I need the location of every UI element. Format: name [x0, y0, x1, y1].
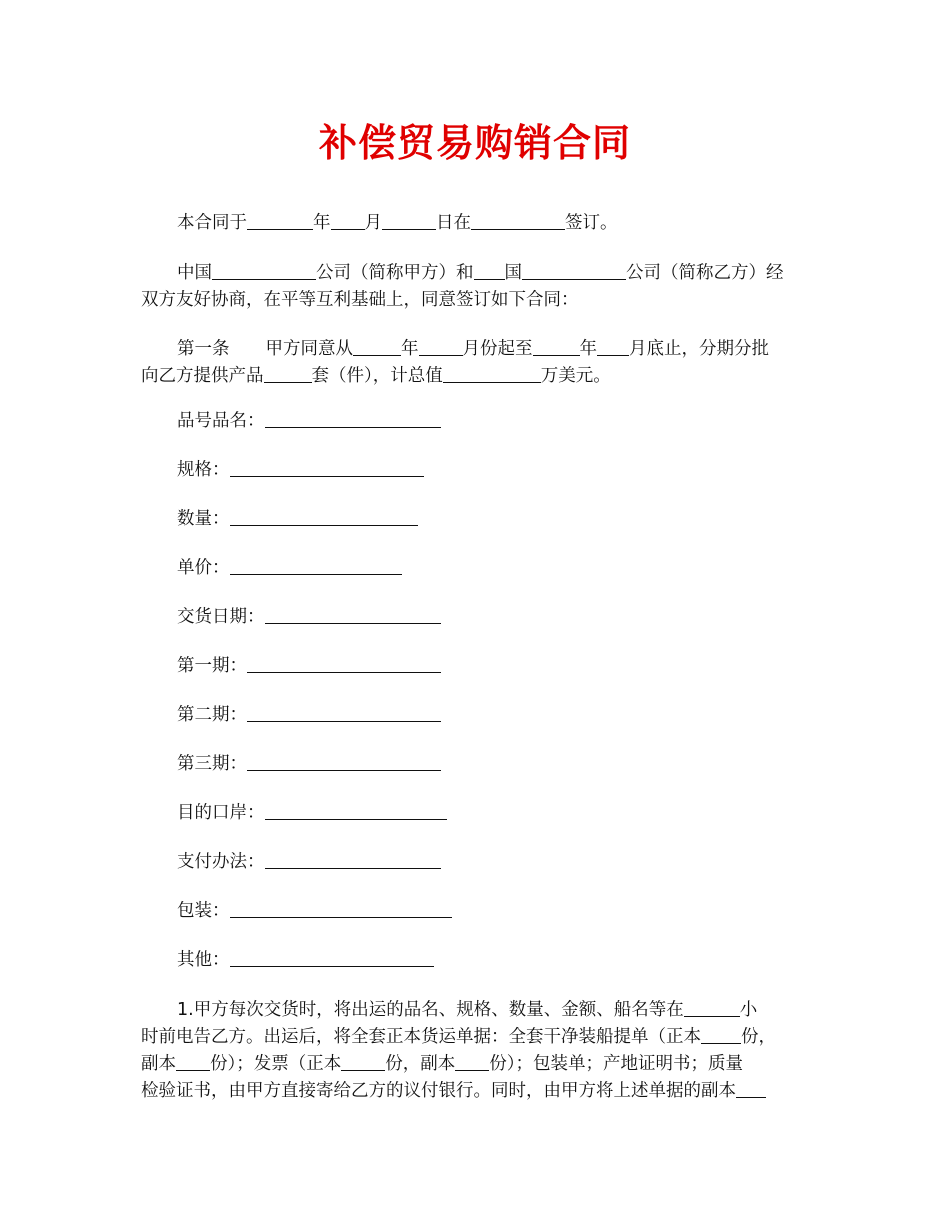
- bl-copy-blank[interactable]: [176, 1054, 210, 1071]
- start-month-blank[interactable]: [419, 339, 463, 356]
- text: 公司（简称甲方）和: [316, 263, 474, 283]
- field-blank[interactable]: [265, 607, 441, 624]
- text: 检验证书，由甲方直接寄给乙方的议付银行。同时，由甲方将上述单据的副本: [141, 1081, 736, 1101]
- field-other: [177, 949, 434, 971]
- field-phase-3: [177, 753, 441, 775]
- field-delivery-date: [177, 606, 441, 628]
- parties-paragraph: [141, 260, 806, 314]
- field-label: 第一期：: [177, 656, 247, 676]
- field-blank[interactable]: [247, 705, 441, 722]
- field-product-name: [177, 410, 441, 432]
- text: 1.甲方每次交货时，将出运的品名、规格、数量、金额、船名等在: [177, 1000, 684, 1020]
- article-1-paragraph: [141, 336, 806, 390]
- field-phase-1: [177, 655, 441, 677]
- party-a-blank[interactable]: [212, 263, 316, 280]
- text: 份）；包装单；产地证明书；质量: [489, 1054, 743, 1074]
- field-blank[interactable]: [247, 754, 441, 771]
- text: 日在: [436, 213, 471, 233]
- field-label: 目的口岸：: [177, 803, 265, 823]
- text: 中国: [177, 263, 212, 283]
- field-label: 品号品名：: [177, 411, 265, 431]
- invoice-copy-blank[interactable]: [455, 1054, 489, 1071]
- field-label: 包装：: [177, 901, 230, 921]
- quantity-sets-blank[interactable]: [264, 366, 312, 383]
- field-blank[interactable]: [230, 558, 402, 575]
- text: 份，副本: [385, 1054, 456, 1074]
- text: 副本: [141, 1054, 176, 1074]
- text: 月: [364, 213, 382, 233]
- article-label: 第一条: [177, 339, 230, 359]
- field-blank[interactable]: [230, 460, 424, 477]
- field-label: 单价：: [177, 558, 230, 578]
- text: 年: [401, 339, 419, 359]
- text: 份，: [741, 1027, 776, 1047]
- bl-original-blank[interactable]: [701, 1027, 741, 1044]
- field-spec: [177, 459, 424, 481]
- end-year-blank[interactable]: [533, 339, 580, 356]
- party-b-blank[interactable]: [522, 263, 626, 280]
- clause-1-paragraph: [141, 997, 806, 1105]
- field-destination-port: [177, 802, 447, 824]
- field-quantity: [177, 508, 418, 530]
- text: 签订。: [565, 213, 618, 233]
- text: 向乙方提供产品: [141, 366, 264, 386]
- text: 月份起至: [462, 339, 533, 359]
- document-title: 补偿贸易购销合同: [318, 121, 631, 165]
- hours-blank[interactable]: [684, 1000, 740, 1017]
- text: 份）；发票（正本: [210, 1054, 342, 1074]
- copies-blank[interactable]: [736, 1081, 766, 1098]
- text: 万美元。: [540, 366, 611, 386]
- text: 小: [739, 1000, 758, 1020]
- invoice-original-blank[interactable]: [341, 1054, 385, 1071]
- text: 年: [579, 339, 597, 359]
- field-blank[interactable]: [230, 509, 418, 526]
- text: 公司（简称乙方）经: [626, 263, 784, 283]
- end-month-blank[interactable]: [597, 339, 629, 356]
- contract-date-line: [177, 212, 618, 234]
- field-label: 支付办法：: [177, 852, 265, 872]
- start-year-blank[interactable]: [353, 339, 401, 356]
- total-value-blank[interactable]: [443, 366, 541, 383]
- field-blank[interactable]: [265, 803, 447, 820]
- text: 双方友好协商，在平等互利基础上，同意签订如下合同：: [141, 290, 579, 310]
- field-blank[interactable]: [265, 852, 441, 869]
- field-label: 数量：: [177, 509, 230, 529]
- text: 国: [504, 263, 522, 283]
- text: 时前电告乙方。出运后，将全套正本货运单据：全套干净装船提单（正本: [141, 1027, 701, 1047]
- field-phase-2: [177, 704, 441, 726]
- text: 月底止，分期分批: [629, 339, 769, 359]
- field-label: 其他：: [177, 950, 230, 970]
- field-label: 第三期：: [177, 754, 247, 774]
- field-blank[interactable]: [230, 950, 434, 967]
- month-blank[interactable]: [331, 213, 365, 230]
- field-payment-method: [177, 851, 441, 873]
- field-label: 规格：: [177, 460, 230, 480]
- text: 套（件），计总值: [311, 366, 443, 386]
- field-label: 第二期：: [177, 705, 247, 725]
- day-blank[interactable]: [382, 213, 436, 230]
- field-label: 交货日期：: [177, 607, 265, 627]
- field-unit-price: [177, 557, 402, 579]
- field-blank[interactable]: [230, 901, 452, 918]
- country-blank[interactable]: [474, 263, 505, 280]
- field-blank[interactable]: [247, 656, 441, 673]
- text: 年: [313, 213, 331, 233]
- text: 本合同于: [177, 213, 247, 233]
- year-blank[interactable]: [247, 213, 313, 230]
- field-packaging: [177, 900, 452, 922]
- place-blank[interactable]: [471, 213, 565, 230]
- field-blank[interactable]: [265, 411, 441, 428]
- text: 甲方同意从: [265, 339, 353, 359]
